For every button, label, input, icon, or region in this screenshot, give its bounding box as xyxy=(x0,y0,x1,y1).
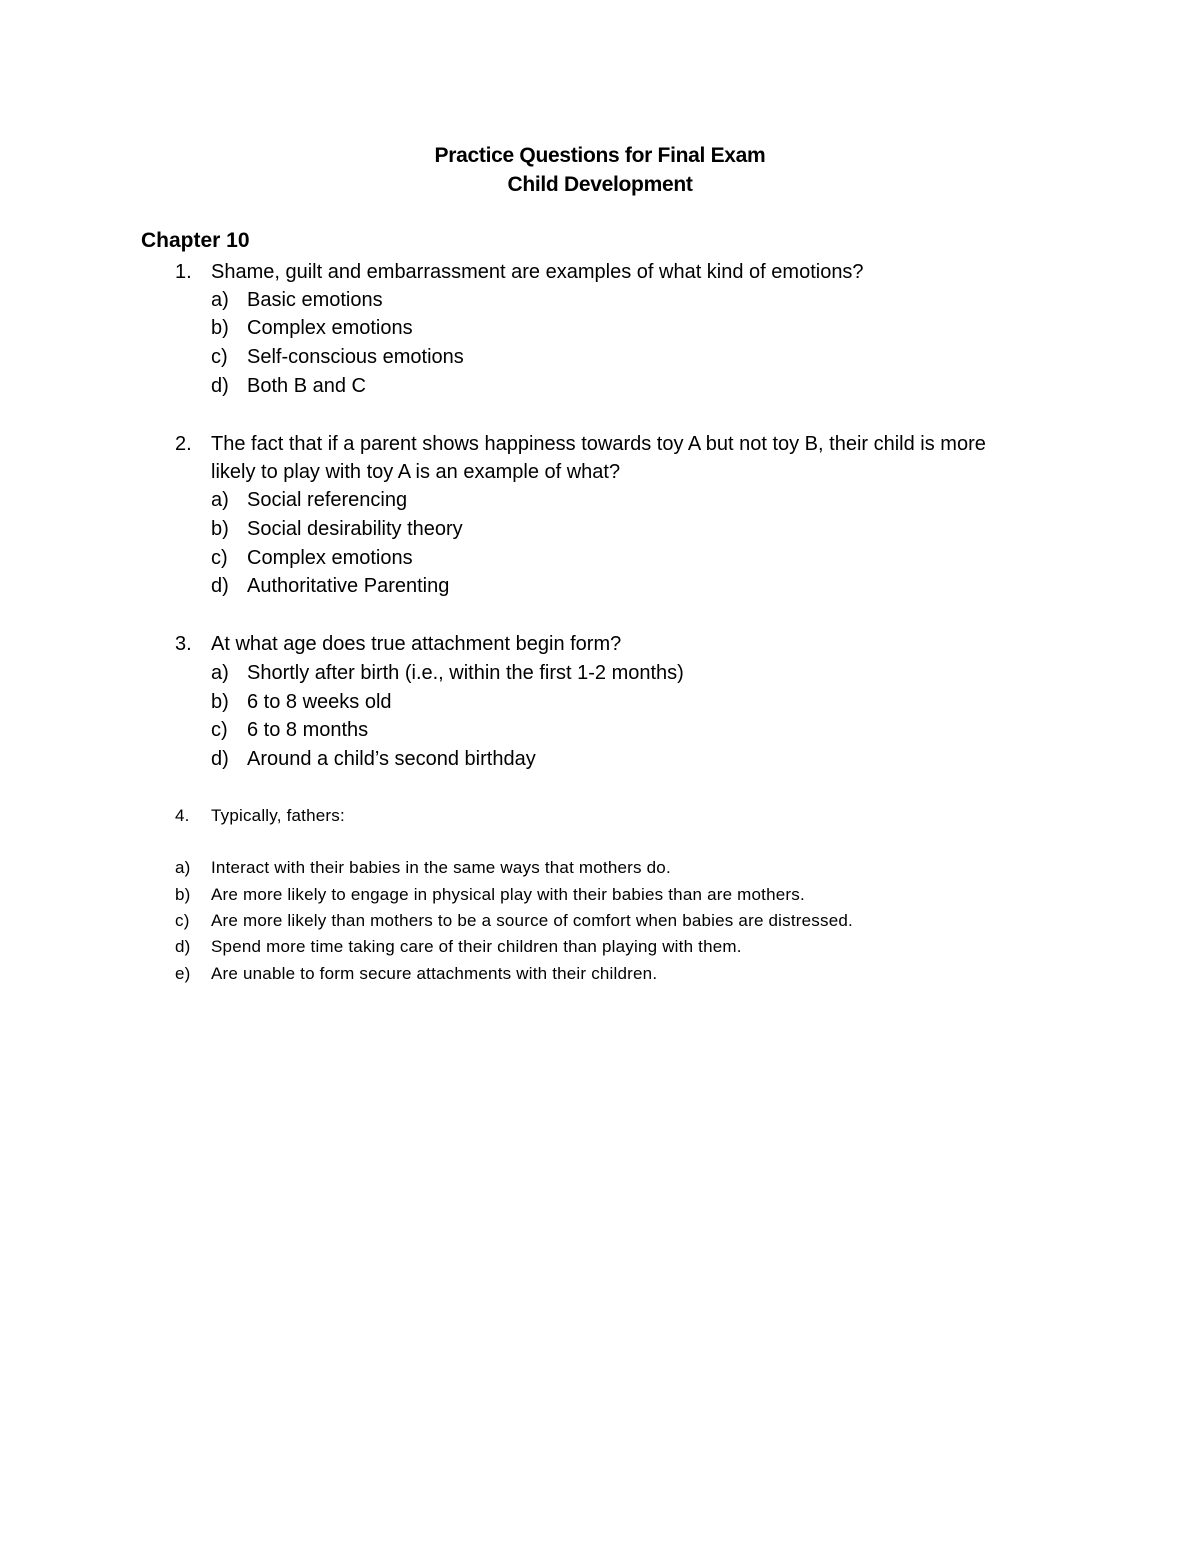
option-letter: c) xyxy=(211,346,228,368)
option-text: Spend more time taking care of their children than playing with them. xyxy=(211,937,742,956)
option-letter: a) xyxy=(175,858,191,877)
option-text: Both B and C xyxy=(247,375,366,397)
option-text: Are unable to form secure attachments with their children. xyxy=(211,964,658,983)
question-number: 4. xyxy=(175,806,190,825)
question-text: likely to play with toy A is an example of what? xyxy=(211,461,621,483)
question-number: 2. xyxy=(175,433,192,455)
option-text: Social referencing xyxy=(247,489,408,511)
question-number: 1. xyxy=(175,261,192,283)
option-letter: c) xyxy=(211,719,228,741)
option-text: Interact with their babies in the same ways that mothers do. xyxy=(211,858,671,877)
option-text: Are more likely to engage in physical play with their babies than are mothers. xyxy=(211,885,805,904)
document-subtitle: Child Development xyxy=(507,173,693,196)
option-letter: c) xyxy=(175,911,190,930)
option-text: 6 to 8 months xyxy=(247,719,369,741)
question-text: The fact that if a parent shows happiness towards toy A but not toy B, their child is more xyxy=(211,433,986,455)
option-letter: b) xyxy=(211,317,229,339)
option-text: Complex emotions xyxy=(247,547,413,569)
option-text: Complex emotions xyxy=(247,317,413,339)
option-text: Basic emotions xyxy=(247,289,383,311)
option-text: Social desirability theory xyxy=(247,518,463,540)
option-letter: c) xyxy=(211,547,228,569)
option-letter: a) xyxy=(211,662,229,684)
option-letter: d) xyxy=(211,748,229,770)
option-text: Authoritative Parenting xyxy=(247,575,450,597)
option-letter: d) xyxy=(211,575,229,597)
document-title: Practice Questions for Final Exam xyxy=(434,144,766,167)
question-text: Shame, guilt and embarrassment are examples of what kind of emotions? xyxy=(211,261,864,283)
option-letter: b) xyxy=(211,518,229,540)
question-text: At what age does true attachment begin form? xyxy=(211,633,622,655)
option-letter: a) xyxy=(211,489,229,511)
option-text: Self-conscious emotions xyxy=(247,346,464,368)
option-text: Around a child’s second birthday xyxy=(247,748,536,770)
chapter-heading: Chapter 10 xyxy=(141,229,250,252)
option-text: Shortly after birth (i.e., within the first 1-2 months) xyxy=(247,662,684,684)
option-letter: b) xyxy=(175,885,191,904)
question-text: Typically, fathers: xyxy=(211,806,345,825)
option-text: 6 to 8 weeks old xyxy=(247,691,392,713)
option-letter: d) xyxy=(211,375,229,397)
option-letter: b) xyxy=(211,691,229,713)
question-number: 3. xyxy=(175,633,192,655)
option-letter: e) xyxy=(175,964,191,983)
option-letter: a) xyxy=(211,289,229,311)
option-letter: d) xyxy=(175,937,191,956)
option-text: Are more likely than mothers to be a source of comfort when babies are distressed. xyxy=(211,911,853,930)
